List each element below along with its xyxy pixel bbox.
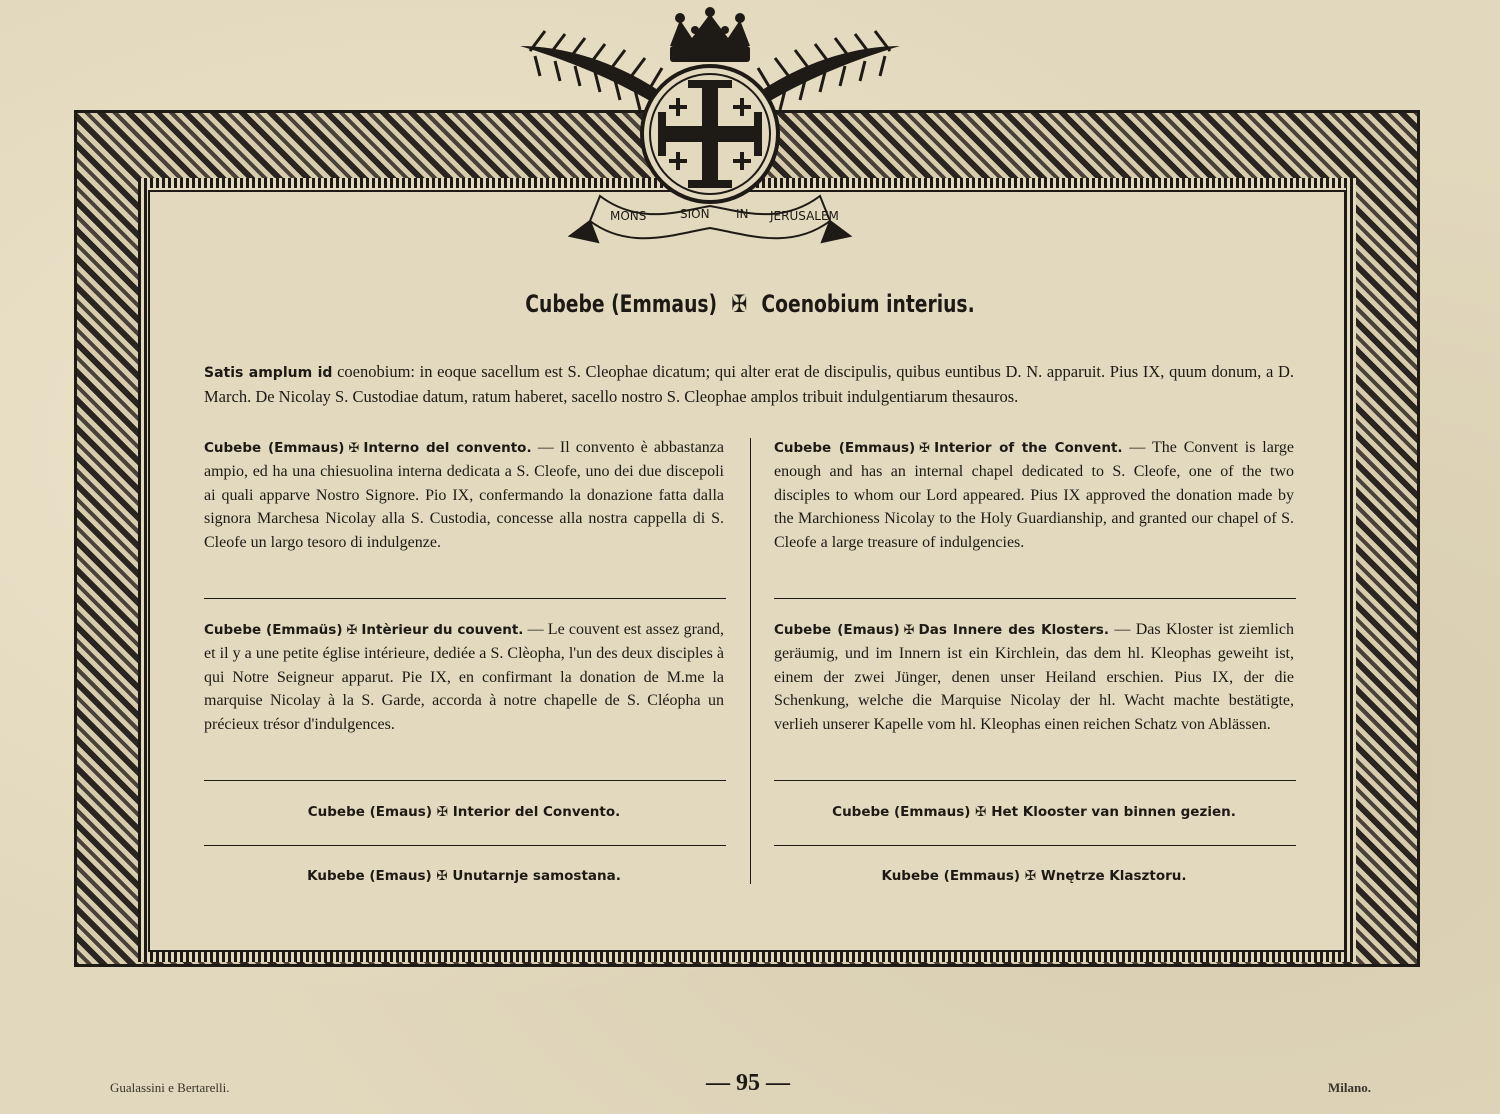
cross-ornament-icon: ✠: [903, 623, 915, 638]
divider-rule: [204, 780, 726, 781]
latin-lead: Satis amplum id: [204, 365, 333, 381]
italian-place: Cubebe (Emmaus): [204, 440, 345, 456]
dutch-place: Cubebe (Emmaus): [832, 804, 971, 820]
german-body: — Das Kloster ist ziemlich geräumig, und im Innern ist ein Kirchlein, das dem hl. Kleophas geweiht ist, einem der zwei Jünger, denen unser Heiland erschien. Pius IX, der die Schenkung, welche die Marquise Nicolay der hl. Wacht machte bestätigte, verlieh unserer Kapelle vom hl. Kleophas einen reichen Schatz von Ablässen.: [774, 621, 1294, 733]
dutch-text: Het Klooster van binnen gezien.: [991, 804, 1236, 820]
english-body: — The Convent is large enough and has an internal chapel dedicated to S. Cleofe, one of the two disciples to whom our Lord appeared. Pius IX approved the donation made by the Marchioness Nicolay to the Holy Guardianship, and granted our chapel of S. Cleofe a large treasure of indulgencies.: [774, 439, 1294, 551]
polish-place: Kubebe (Emmaus): [881, 868, 1021, 884]
croatian-text: Unutarnje samostana.: [452, 868, 621, 884]
polish-caption: [774, 868, 1294, 884]
printer-credit: Gualassini e Bertarelli.: [110, 1080, 230, 1095]
german-section: [774, 618, 1294, 736]
french-heading: Intèrieur du couvent.: [361, 622, 524, 638]
cross-ornament-icon: ✠: [919, 441, 931, 456]
cross-ornament-icon: ✠: [436, 868, 448, 884]
city-credit: Milano.: [1328, 1080, 1371, 1095]
german-heading: Das Innere des Klosters.: [918, 622, 1109, 638]
latin-paragraph: [204, 360, 1294, 408]
english-place: Cubebe (Emmaus): [774, 440, 916, 456]
ribbon-word-3: IN: [736, 207, 749, 221]
cross-ornament-icon: ✠: [1024, 868, 1037, 884]
divider-rule: [204, 845, 726, 846]
page-number: — 95 —: [706, 1070, 790, 1096]
german-place: Cubebe (Emaus): [774, 622, 900, 638]
spanish-text: Interior del Convento.: [452, 804, 621, 820]
french-section: [204, 618, 724, 736]
divider-rule: [774, 598, 1296, 599]
cross-ornament-icon: ✠: [346, 623, 358, 638]
ribbon-word-2: SION: [680, 207, 710, 221]
title-place: Cubebe (Emmaus): [525, 290, 718, 318]
title-subject: Coenobium interius.: [761, 290, 975, 318]
english-heading: Interior of the Convent.: [934, 440, 1123, 456]
spanish-caption: [204, 804, 724, 820]
italian-heading: Interno del convento.: [363, 440, 532, 456]
italian-section: [204, 436, 724, 554]
croatian-place: Kubebe (Emaus): [307, 868, 432, 884]
ribbon-word-4: JERUSALEM: [770, 209, 839, 223]
divider-rule: [204, 598, 726, 599]
polish-text: Wnętrze Klasztoru.: [1040, 868, 1187, 884]
spanish-place: Cubebe (Emaus): [307, 804, 432, 820]
divider-rule: [774, 780, 1296, 781]
divider-rule: [774, 845, 1296, 846]
jerusalem-cross-crest-icon: [510, 6, 910, 270]
french-body: — Le couvent est assez grand, et il y a une petite église intérieure, dediée a S. Clèopha, l'un des deux disciples à qui Notre Seigneur apparut. Pie IX, en confirmant la donation de M.me la marquise Nicolay à la S. Garde, accorda à notre chapelle de S. Cléopha un précieux trésor d'indulgences.: [204, 621, 725, 733]
cross-ornament-icon: ✠: [348, 441, 360, 456]
column-divider: [750, 438, 751, 884]
english-section: [774, 436, 1294, 554]
dutch-caption: [774, 804, 1294, 820]
cross-ornament-icon: ✠: [436, 804, 449, 820]
french-place: Cubebe (Emmaüs): [204, 622, 343, 638]
italian-body: — Il convento è abbastanza ampio, ed ha una chiesuolina interna dedicata a S. Cleofe, uno dei due discepoli ai quali apparve Nostro Signore. Pio IX, confermando la donazione fatta dalla signora Marchesa Nicolay alla S. Custodia, concesse alla nostra cappella di S. Cleofe un largo tesoro di indulgenze.: [204, 439, 724, 551]
latin-text: coenobium: in eoque sacellum est S. Cleophae dicatum; qui alter erat de discipulis, quibus euntibus D. N. apparuit. Pius IX, quum donum, a D. March. De Nicolay S. Custodiae datum, ratum haberet, sacello nostro S. Cleophae amplos tribuit indulgentiarum thesauros.: [204, 362, 1294, 406]
croatian-caption: [204, 868, 724, 884]
page-title: [165, 290, 1335, 318]
ribbon-word-1: MONS: [610, 209, 647, 223]
cross-ornament-icon: ✠: [731, 290, 748, 318]
cross-ornament-icon: ✠: [975, 804, 987, 820]
